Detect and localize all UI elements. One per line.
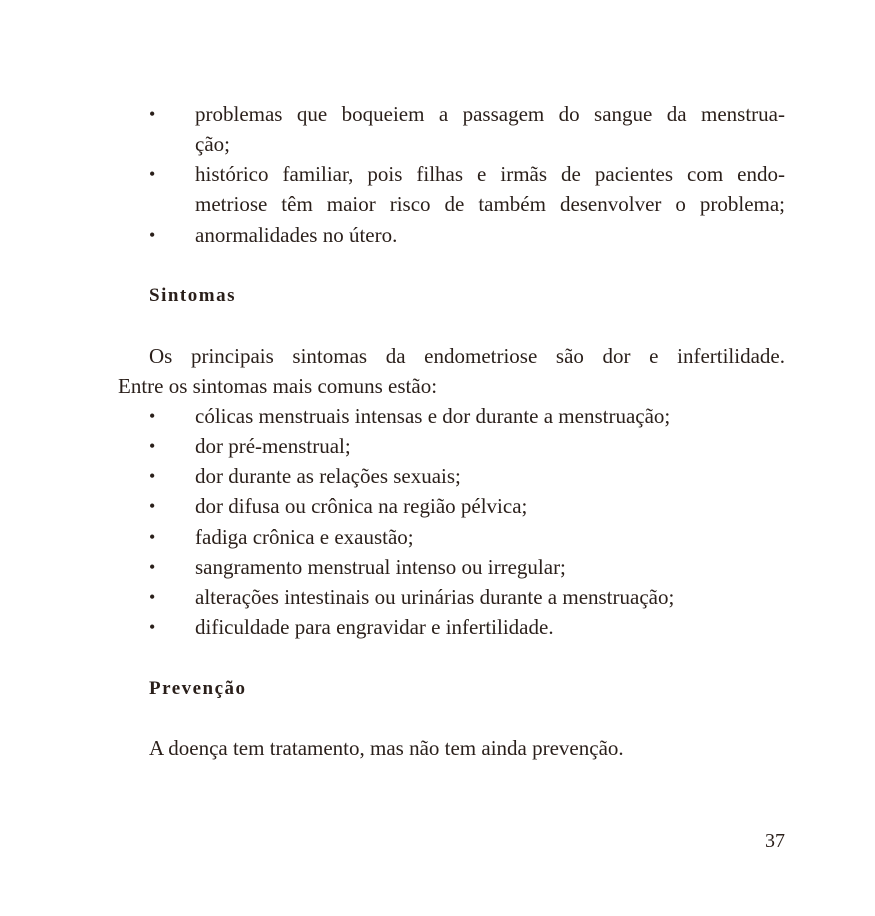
list-item: dificuldade para engravidar e infertilidade. [195, 615, 554, 639]
list-item: dor difusa ou crônica na região pélvica; [195, 494, 528, 518]
list-item: problemas que boqueiem a passagem do sangue da menstrua- [195, 102, 785, 126]
page-number: 37 [765, 830, 785, 852]
list-item-continuation: ção; [195, 132, 230, 156]
list-item: histórico familiar, pois filhas e irmãs de pacientes com endo- [195, 162, 785, 186]
list-item: anormalidades no útero. [195, 223, 398, 247]
bullet-icon: • [149, 436, 156, 456]
list-item: cólicas menstruais intensas e dor durante a menstruação; [195, 404, 671, 428]
bullet-icon: • [149, 466, 156, 486]
section-heading-prevencao: Prevenção [149, 678, 247, 699]
intro-paragraph-line: Os principais sintomas da endometriose são dor e infertilidade. [149, 344, 785, 368]
list-item-continuation: metriose têm maior risco de também desenvolver o problema; [195, 192, 785, 216]
list-item: fadiga crônica e exaustão; [195, 525, 414, 549]
bullet-icon: • [149, 557, 156, 577]
list-item: alterações intestinais ou urinárias durante a menstruação; [195, 585, 675, 609]
intro-paragraph-line: Entre os sintomas mais comuns estão: [118, 374, 438, 398]
bullet-icon: • [149, 587, 156, 607]
list-item: sangramento menstrual intenso ou irregular; [195, 555, 566, 579]
list-item: dor durante as relações sexuais; [195, 464, 461, 488]
bullet-icon: • [149, 164, 156, 184]
bullet-icon: • [149, 527, 156, 547]
bullet-icon: • [149, 617, 156, 637]
bullet-icon: • [149, 225, 156, 245]
bullet-icon: • [149, 406, 156, 426]
prevention-paragraph: A doença tem tratamento, mas não tem ainda prevenção. [149, 736, 624, 760]
list-item: dor pré-menstrual; [195, 434, 351, 458]
bullet-icon: • [149, 104, 156, 124]
bullet-icon: • [149, 496, 156, 516]
section-heading-sintomas: Sintomas [149, 285, 236, 306]
